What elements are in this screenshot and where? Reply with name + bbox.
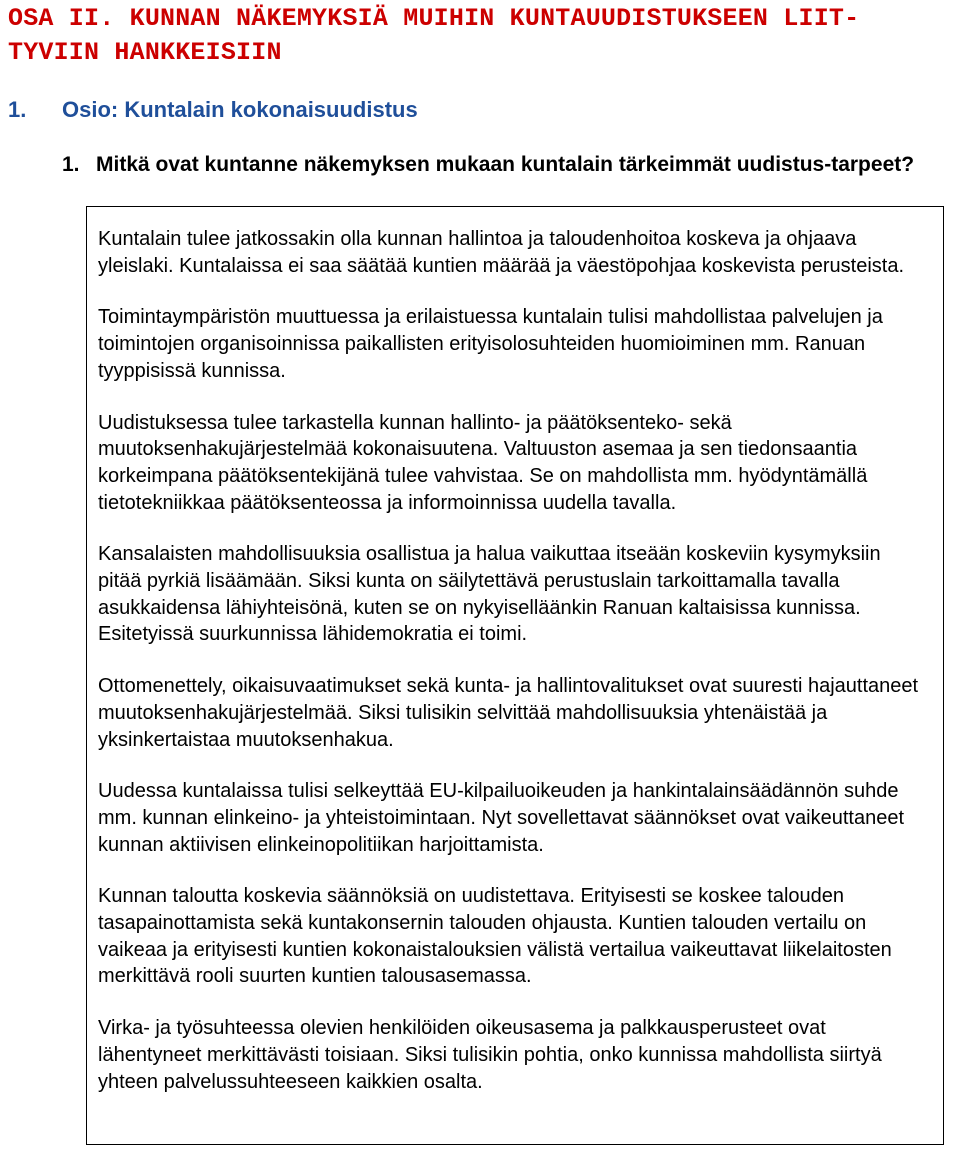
answer-paragraph: Uudessa kuntalaissa tulisi selkeyttää EU-kilpailuoikeuden ja hankintalainsäädännön suhde mm. kunnan elinkeino- ja yhteistoimintaan. Nyt sovellettavat säännökset ovat vaikeuttaneet kunnan aktiivisen elinkeinopolitiikan harjoittamista. <box>98 780 904 856</box>
section-number: 1. <box>8 97 27 122</box>
answer-paragraph: Uudistuksessa tulee tarkastella kunnan hallinto- ja päätöksenteko- sekä muutoksenhakujärjestelmää kokonaisuutena. Valtuuston asemaa ja sen tiedonsaantia korkeimpana päätöksentekijänä tulee vahvistaa. Se on mahdollista mm. hyödyntämällä tietotekniikkaa päätöksenteossa ja informoinnissa uudella tavalla. <box>98 411 868 514</box>
section-title-text: Osio: Kuntalain kokonaisuudistus <box>62 97 418 122</box>
answer-paragraph: Kansalaisten mahdollisuuksia osallistua ja halua vaikuttaa itseään koskeviin kysymyksiin pitää pyrkiä lisäämään. Siksi kunta on säilytettävä perustuslain tarkoittamalla tavalla asukkaidensa lähiyhteisönä, kuten se on nykyiselläänkin Ranuan kaltaisissa kunnissa. Esitetyissä suurkunnissa lähidemokratia ei toimi. <box>98 543 881 646</box>
answer-paragraph: Toimintaympäristön muuttuessa ja erilaistuessa kuntalain tulisi mahdollistaa palvelujen ja toimintojen organisoinnissa paikallisten erityisolosuhteiden huomioiminen mm. Ranuan tyyppisissä kunnissa. <box>98 306 883 382</box>
part-title: OSA II. KUNNAN NÄKEMYKSIÄ MUIHIN KUNTAUUDISTUKSEEN LIIT-TYVIIN HANKKEISIIN <box>8 4 860 67</box>
question-text: Mitkä ovat kuntanne näkemyksen mukaan kuntalain tärkeimmät uudistus-tarpeet? <box>96 153 915 176</box>
answer-paragraph: Kuntalain tulee jatkossakin olla kunnan hallintoa ja taloudenhoitoa koskeva ja ohjaava yleislaki. Kuntalaissa ei saa säätää kuntien määrää ja väestöpohjaa koskevista perusteista. <box>98 228 905 277</box>
answer-paragraph: Ottomenettely, oikaisuvaatimukset sekä kunta- ja hallintovalitukset ovat suuresti hajauttaneet muutoksenhakujärjestelmää. Siksi tulisikin selvittää mahdollisuuksia yhtenäistää ja yksinkertaistaa muutoksenhakua. <box>98 675 919 751</box>
section-title <box>8 95 418 125</box>
answer-paragraph: Virka- ja työsuhteessa olevien henkilöiden oikeusasema ja palkkausperusteet ovat lähentyneet merkittävästi toisiaan. Siksi tulisikin pohtia, onko kunnissa mahdollista siirtyä yhteen palvelussuhteeseen kaikkien osalta. <box>98 1017 882 1093</box>
answer-box <box>86 206 944 1145</box>
question <box>62 152 942 178</box>
question-number: 1. <box>62 153 80 176</box>
answer-paragraph: Kunnan taloutta koskevia säännöksiä on uudistettava. Erityisesti se koskee talouden tasapainottamista sekä kuntakonsernin talouden ohjausta. Kuntien talouden vertailu on vaikeaa ja erityisesti kuntien kokonaistalouksien välistä vertailua vaikeuttavat liikelaitosten merkittävä rooli suurten kuntien talousasemassa. <box>98 885 892 988</box>
